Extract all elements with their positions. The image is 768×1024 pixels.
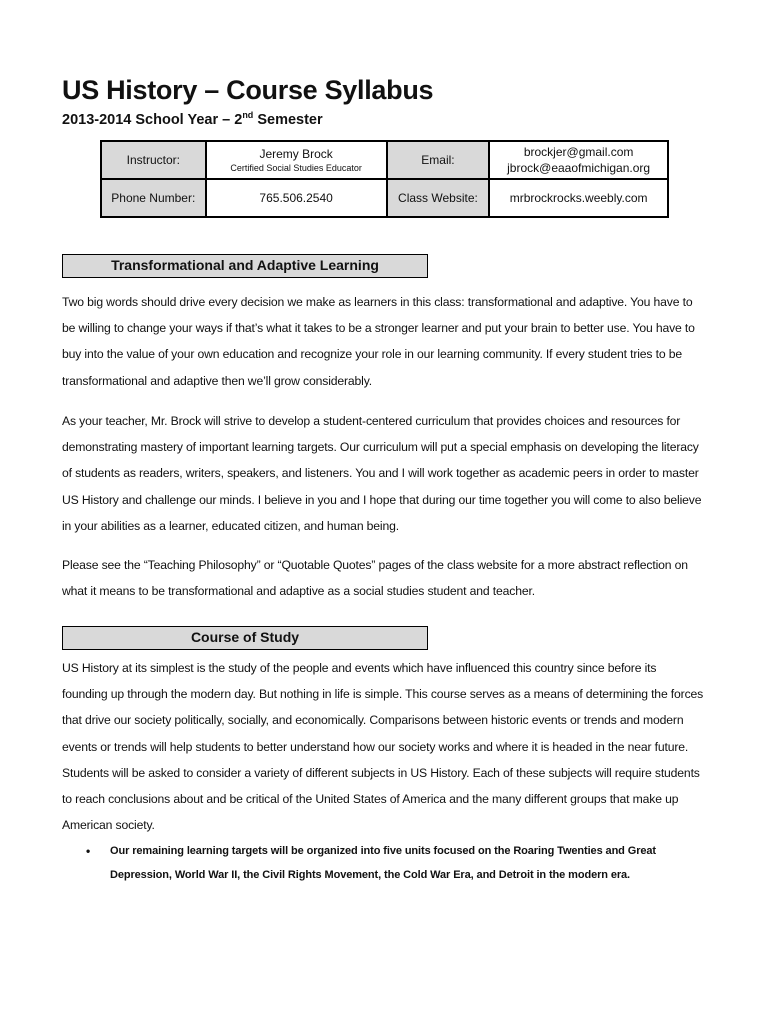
website-label: Class Website: <box>387 179 490 217</box>
course-of-study-paragraph: US History at its simplest is the study of the people and events which have influenced this country since before its founding up through the modern day. But nothing in life is simple. This course serves as a means of determining the forces that drive our society politically, socially, and economically. Comparisons between historic events or trends and modern events or trends will help students to better understand how our society works and where it is headed in the near future. Students will be asked to consider a variety of different subjects in US History. Each of these subjects will require students to reach conclusions about and be critical of the United States of America and the many different groups that make up American society. <box>62 661 704 833</box>
bullet-icon: • <box>86 844 91 858</box>
email-secondary[interactable]: jbrock@eaaofmichigan.org <box>507 161 651 175</box>
subtitle-superscript: nd <box>242 110 254 121</box>
email-label: Email: <box>387 141 490 179</box>
email-primary[interactable]: brockjer@gmail.com <box>523 145 634 159</box>
list-item-text: Our remaining learning targets will be organized into five units focused on the Roaring Twenties and Great Depression, World War II, the Civil Rights Movement, the Cold War Era, and Detroit in the modern era. <box>110 845 656 881</box>
instructor-info-table <box>100 140 669 218</box>
subtitle-main: 2013-2014 School Year – 2 <box>62 112 243 128</box>
phone-label: Phone Number: <box>101 179 206 217</box>
transformational-paragraph-2: As your teacher, Mr. Brock will strive to develop a student-centered curriculum that provides choices and resources for demonstrating mastery of important learning targets. Our curriculum will put a special emphasis on developing the literacy of students as readers, writers, speakers, and listeners. You and I will work together as academic peers in order to master US History and challenge our minds. I believe in you and I hope that during our time together you will come to also believe in your abilities as a learner, educated citizen, and human being. <box>62 414 702 533</box>
page-title: US History – Course Syllabus <box>62 75 434 105</box>
section-heading-course-of-study: Course of Study <box>62 626 428 650</box>
table-row <box>101 141 668 179</box>
instructor-name: Jeremy Brock <box>259 147 333 161</box>
instructor-label: Instructor: <box>101 141 206 179</box>
subtitle-end: Semester <box>253 112 323 128</box>
transformational-paragraph-1: Two big words should drive every decision we make as learners in this class: transformational and adaptive. You have to be willing to change your ways if that’s what it takes to be a stronger learner and put your brain to better use. You have to buy into the value of your own education and recognize your role in our learning community. If every student tries to be transformational and adaptive then we’ll grow considerably. <box>62 295 695 388</box>
section-heading-transformational: Transformational and Adaptive Learning <box>62 254 428 278</box>
website-link[interactable]: mrbrockrocks.weebly.com <box>489 179 668 217</box>
learning-targets-list <box>86 839 686 887</box>
instructor-cell <box>206 141 387 179</box>
email-cell <box>489 141 668 179</box>
instructor-credential: Certified Social Studies Educator <box>230 163 362 173</box>
phone-value: 765.506.2540 <box>206 179 387 217</box>
syllabus-page <box>62 70 704 881</box>
table-row <box>101 179 668 217</box>
transformational-paragraph-3: Please see the “Teaching Philosophy” or “Quotable Quotes” pages of the class website for a more abstract reflection on what it means to be transformational and adaptive as a social studies student and teacher. <box>62 558 688 599</box>
page-subtitle <box>62 110 702 130</box>
list-item <box>86 839 686 887</box>
